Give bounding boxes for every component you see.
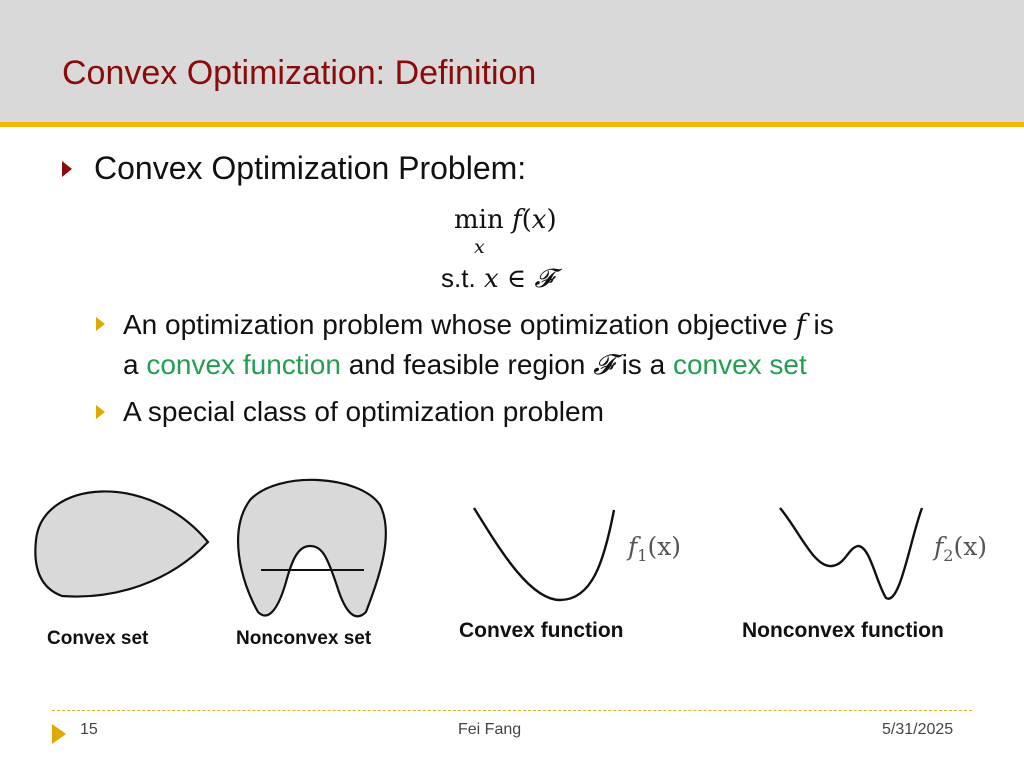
sub-bullet-triangle-icon	[96, 405, 105, 419]
slide-title: Convex Optimization: Definition	[62, 54, 537, 92]
nonconvex-set-caption: Nonconvex set	[236, 628, 372, 649]
f2-subscript: 2	[943, 546, 954, 565]
f1-argument: (x)	[647, 532, 682, 561]
definition-objective-var: f	[795, 308, 806, 341]
convex-set-caption: Convex set	[47, 628, 149, 649]
header-accent-rule	[0, 122, 1024, 127]
definition-set-symbol: 𝓕	[593, 348, 614, 381]
min-operator: min	[454, 205, 504, 235]
illustrations	[0, 470, 1024, 620]
sub-bullet-triangle-icon	[96, 317, 105, 331]
f2-name: f	[934, 532, 944, 561]
objective-argument: x	[531, 205, 547, 235]
definition-text: is a	[613, 349, 673, 380]
convex-function-curve	[474, 508, 614, 600]
feasible-set-symbol: 𝓕	[534, 264, 554, 294]
element-of-symbol: ∈	[506, 264, 527, 294]
f2-argument: (x)	[953, 532, 988, 561]
min-subscript: x	[474, 236, 485, 258]
objective-function: f	[511, 205, 522, 235]
nonconvex-set-shape	[238, 480, 386, 616]
nonconvex-function-curve	[780, 508, 922, 599]
convex-set-term: convex set	[672, 349, 807, 380]
f2-label	[934, 532, 987, 565]
convex-set-shape	[35, 491, 208, 596]
definition-text: An optimization problem whose optimization objective	[123, 309, 796, 340]
f1-subscript: 1	[637, 546, 648, 565]
convex-function-caption: Convex function	[459, 619, 624, 642]
footer-date: 5/31/2025	[882, 721, 954, 738]
definition-text: is	[805, 309, 834, 340]
constraint-expression	[441, 263, 554, 295]
special-class-text: A special class of optimization problem	[123, 396, 604, 427]
f1-label	[628, 532, 681, 565]
convex-function-term: convex function	[146, 349, 341, 380]
nonconvex-function-caption: Nonconvex function	[742, 619, 944, 642]
page-number: 15	[80, 721, 98, 738]
constraint-variable: x	[483, 264, 499, 294]
definition-text: and feasible region	[340, 349, 594, 380]
objective-expression: min f(x)	[454, 205, 557, 235]
definition-line-1	[123, 308, 834, 341]
constraint-prefix: s.t.	[441, 263, 476, 293]
f1-name: f	[628, 532, 638, 561]
bullet-triangle-icon	[62, 161, 72, 177]
definition-line-2-text	[123, 348, 807, 382]
definition-text: a	[123, 349, 147, 380]
footer-rule	[52, 710, 972, 711]
footer-author: Fei Fang	[458, 721, 522, 738]
footer-triangle-icon	[52, 724, 66, 744]
main-bullet-text: Convex Optimization Problem:	[94, 150, 527, 186]
